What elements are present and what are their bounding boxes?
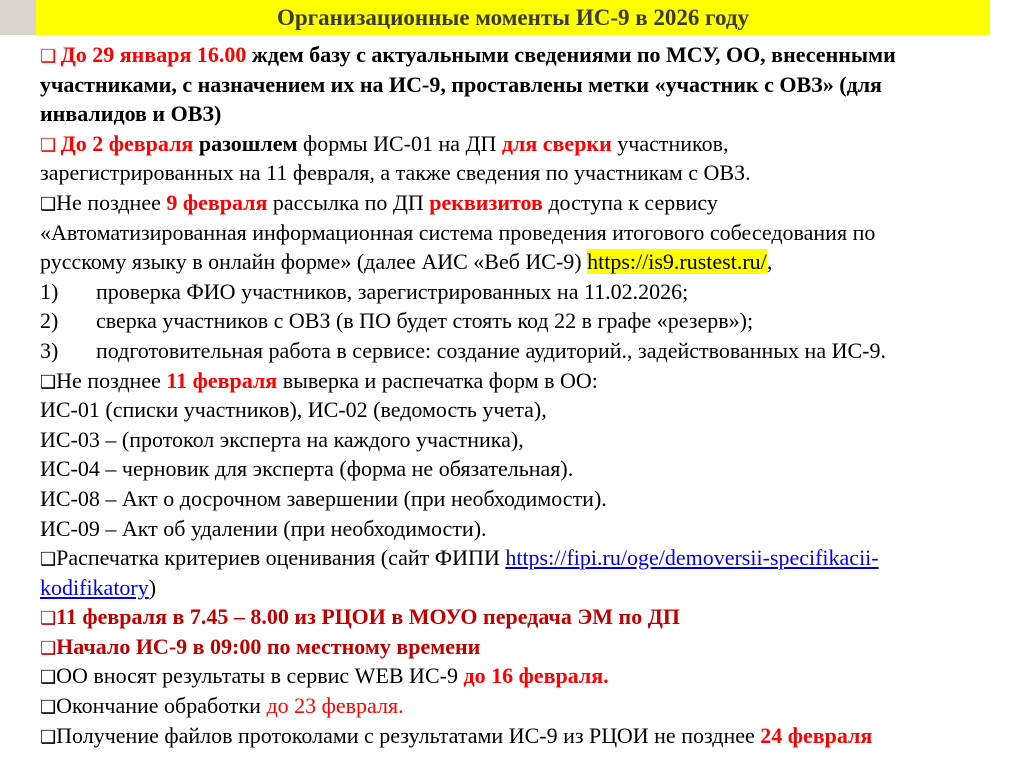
text-line (40, 543, 1000, 573)
text-segment: Распечатка критериев оценивания (сайт ФИПИ (56, 545, 506, 571)
text-segment: ждем базу с актуальными сведениями по МСУ, ОО, внесенными (246, 42, 896, 67)
text-segment: русскому языку в онлайн форме» (далее АИС «Веб ИС-9) (40, 249, 588, 275)
text-segment: формы ИС-01 на ДП (297, 130, 502, 156)
checkbox-icon: ❑ (40, 134, 61, 155)
text-line (40, 40, 1000, 70)
text-segment: для сверки (501, 130, 612, 156)
text-line (40, 691, 1000, 721)
text-segment: участниками, с назначением их на ИС-9, проставлены метки «участник с ОВЗ» (для (40, 71, 882, 97)
text-line (40, 721, 1000, 751)
text-segment: участников, (611, 130, 729, 156)
slide-title: Организационные моменты ИС-9 в 2026 году (276, 4, 750, 30)
text-line (40, 425, 1000, 455)
text-segment: 11 февраля в 7.45 – 8.00 из РЦОИ в МОУО передача ЭМ по ДП (56, 604, 680, 630)
checkbox-icon: ❑ (40, 608, 57, 629)
text-segment: реквизитов (429, 189, 543, 215)
link[interactable]: https://fipi.ru/oge/demoversii-specifikacii- (505, 545, 879, 571)
checkbox-icon: ❑ (40, 371, 57, 392)
text-segment: 9 февраля (166, 189, 268, 215)
text-line (40, 99, 1000, 129)
text-line (40, 70, 1000, 100)
text-segment: доступа к сервису (542, 189, 718, 215)
text-segment: ИС-09 – Акт об удалении (при необходимости). (40, 515, 487, 541)
text-segment: ИС-04 – черновик для эксперта (форма не обязательная). (40, 456, 574, 482)
text-segment: выверка и распечатка форм в ОО: (277, 367, 598, 393)
text-segment: ОО вносят результаты в сервис WEB ИС-9 (56, 663, 464, 689)
checkbox-icon: ❑ (40, 637, 57, 658)
text-segment: Начало ИС-9 в 09:00 по местному времени (56, 633, 481, 659)
text-line (40, 188, 1000, 218)
list-number: 3) (40, 337, 59, 363)
text-line (40, 366, 1000, 396)
text-segment: «Автоматизированная информационная система проведения итогового собеседования по (40, 219, 876, 245)
text-line (40, 573, 1000, 603)
text-segment: проверка ФИО участников, зарегистрированных на 11.02.2026; (96, 278, 689, 304)
checkbox-icon: ❑ (40, 726, 57, 747)
text-line (40, 158, 1000, 188)
slide-content (40, 40, 1000, 750)
text-segment: , (766, 249, 773, 275)
text-segment: Не позднее (56, 367, 167, 393)
text-segment: ИС-08 – Акт о досрочном завершении (при необходимости). (40, 485, 607, 511)
text-line (40, 247, 1000, 277)
text-segment: 24 февраля (760, 722, 873, 748)
text-line (40, 661, 1000, 691)
text-line (40, 395, 1000, 425)
text-segment: ) (148, 574, 157, 600)
title-bar (36, 0, 990, 35)
highlighted-link[interactable]: https://is9.rustest.ru/ (587, 249, 767, 275)
list-number: 2) (40, 308, 59, 334)
link[interactable]: kodifikatory (40, 574, 149, 600)
text-line (40, 454, 1000, 484)
text-segment: До 29 января 16.00 (60, 42, 247, 67)
text-line (40, 277, 1000, 307)
list-number: 1) (40, 278, 59, 304)
text-segment: до 16 февраля. (463, 663, 609, 689)
text-line (40, 336, 1000, 366)
text-segment: Получение файлов протоколами с результатами ИС-9 из РЦОИ не позднее (56, 722, 761, 748)
text-segment: разошлем (193, 130, 298, 156)
text-segment: 11 февраля (166, 367, 278, 393)
text-segment: До 2 февраля (60, 130, 194, 156)
text-line (40, 129, 1000, 159)
text-segment: сверка участников с ОВЗ (в ПО будет стоять код 22 в графе «резерв»); (96, 308, 754, 334)
text-line (40, 306, 1000, 336)
text-segment: зарегистрированных на 11 февраля, а также сведения по участникам с ОВЗ. (40, 160, 751, 186)
checkbox-icon: ❑ (40, 697, 57, 718)
text-segment: ИС-01 (списки участников), ИС-02 (ведомость учета), (40, 397, 547, 423)
slide-side-strip (0, 0, 36, 35)
checkbox-icon: ❑ (40, 193, 57, 214)
text-line (40, 514, 1000, 544)
text-segment: инвалидов и ОВЗ) (40, 101, 222, 127)
text-segment: Не позднее (56, 189, 167, 215)
text-segment: до 23 февраля. (266, 693, 404, 719)
text-segment: ИС-03 – (протокол эксперта на каждого участника), (40, 426, 524, 452)
checkbox-icon: ❑ (40, 667, 57, 688)
text-line (40, 218, 1000, 248)
checkbox-icon: ❑ (40, 46, 61, 66)
text-segment: рассылка по ДП (267, 189, 430, 215)
text-segment: Окончание обработки (56, 693, 267, 719)
text-segment: подготовительная работа в сервисе: создание аудиторий., задействованных на ИС-9. (96, 337, 886, 363)
text-line (40, 484, 1000, 514)
checkbox-icon: ❑ (40, 549, 57, 570)
text-line (40, 632, 1000, 662)
text-line (40, 602, 1000, 632)
